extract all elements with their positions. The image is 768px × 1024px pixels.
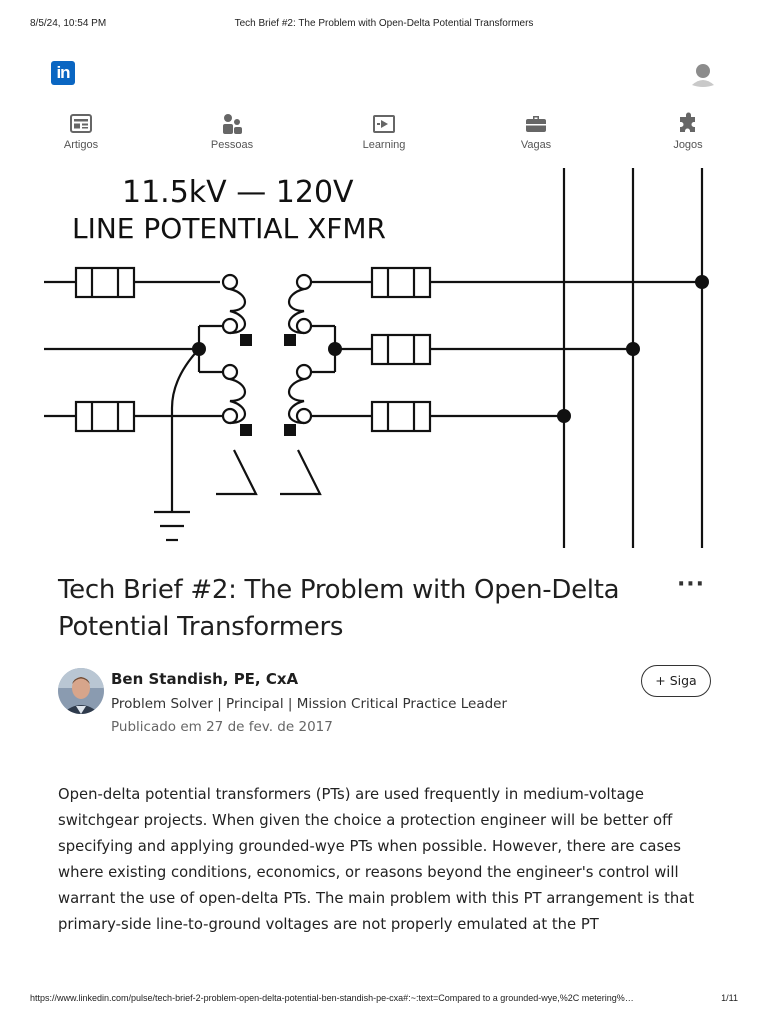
learning-icon — [372, 112, 396, 136]
author-name[interactable]: Ben Standish, PE, CxA — [111, 670, 299, 688]
print-header — [0, 18, 768, 32]
author-headline: Problem Solver | Principal | Mission Critical Practice Leader — [111, 696, 508, 712]
nav-item-learning[interactable] — [339, 112, 429, 156]
people-icon — [220, 112, 244, 136]
nav-item-label: Learning — [362, 139, 406, 151]
published-date: Publicado em 27 de fev. de 2017 — [111, 719, 333, 735]
top-nav — [0, 112, 768, 156]
games-icon — [676, 112, 700, 136]
article-cover-image — [44, 168, 724, 552]
more-options-button[interactable]: ··· — [676, 572, 706, 597]
nav-item-label: Artigos — [63, 139, 99, 151]
print-page-number: 1/11 — [721, 993, 738, 1003]
print-datetime: 8/5/24, 10:54 PM — [30, 18, 107, 29]
print-page-title: Tech Brief #2: The Problem with Open-Delta Potential Transformers — [234, 18, 534, 29]
print-url: https://www.linkedin.com/pulse/tech-brief-2-problem-open-delta-potential-ben-standish-pe-cxa#:~:text=Compared to a grounded-wye,%2C metering%… — [30, 993, 634, 1003]
diagram-title-line1: 11.5kV — 120V — [122, 175, 354, 210]
author-avatar[interactable] — [58, 668, 104, 714]
nav-item-label: Jogos — [673, 139, 703, 151]
nav-item-people[interactable] — [187, 112, 277, 156]
nav-item-jobs[interactable] — [491, 112, 581, 156]
print-footer — [0, 993, 768, 1007]
article-body: Open-delta potential transformers (PTs) are used frequently in medium-voltage switchgear projects. When given the choice a protection engineer will be better off specifying and applying grounded-wye PTs when possible. However, there are cases where existing conditions, economics, or reasons beyond the engineer's control will warrant the use of open-delta PTs. The main problem with this PT arrangement is that primary-side line-to-ground voltages are not properly emulated at the PT — [58, 786, 695, 933]
nav-item-articles[interactable] — [36, 112, 126, 156]
nav-item-label: Vagas — [520, 139, 552, 151]
nav-item-label: Pessoas — [210, 139, 254, 151]
follow-button[interactable]: + Siga — [641, 665, 711, 697]
jobs-icon — [524, 112, 548, 136]
linkedin-logo[interactable]: in — [51, 61, 75, 85]
articles-icon — [69, 112, 93, 136]
user-avatar-icon[interactable] — [690, 61, 716, 87]
nav-item-games[interactable] — [643, 112, 733, 156]
diagram-title-line2: LINE POTENTIAL XFMR — [72, 212, 386, 245]
article-title: Tech Brief #2: The Problem with Open-Delta Potential Transformers — [58, 575, 620, 642]
